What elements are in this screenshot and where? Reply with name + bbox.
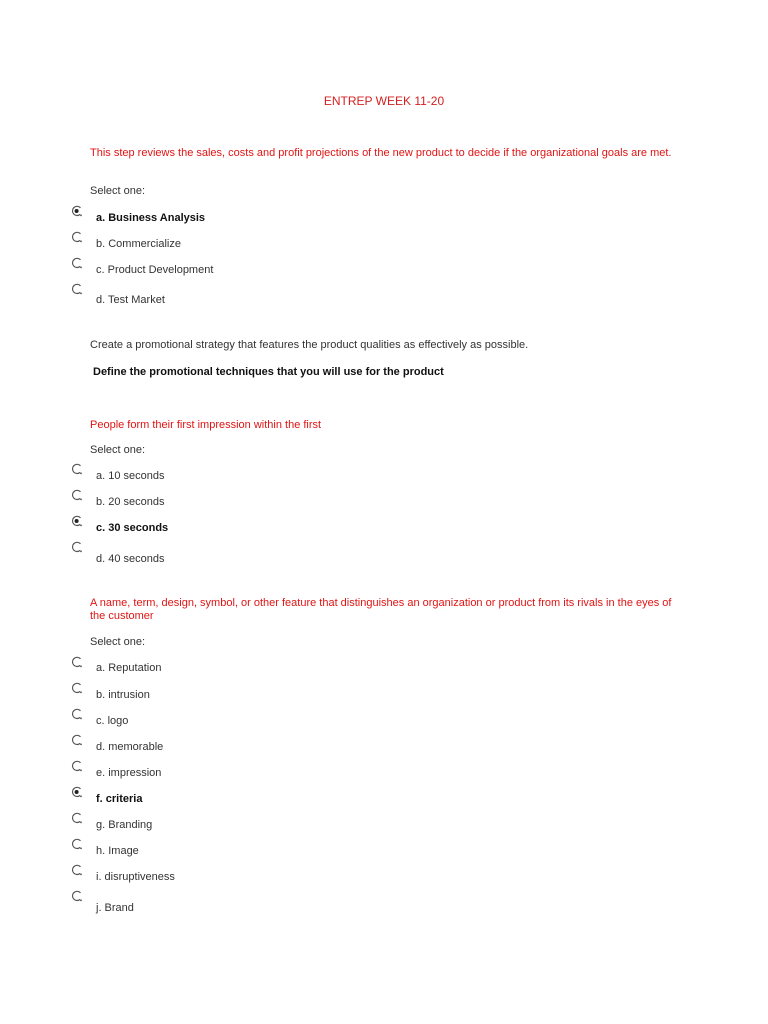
radio-button[interactable] — [71, 230, 83, 242]
question-2-select-label: Select one: — [90, 444, 146, 456]
question-3-option-label[interactable]: a. Reputation — [96, 662, 162, 674]
radio-button[interactable] — [71, 733, 83, 745]
question-2-option-label[interactable]: a. 10 seconds — [96, 470, 165, 482]
question-2-text: People form their first impression within the first — [90, 419, 322, 431]
radio-button[interactable] — [71, 282, 83, 294]
question-1-option-label[interactable]: a. Business Analysis — [96, 212, 206, 224]
radio-button[interactable] — [71, 837, 83, 849]
radio-button[interactable] — [71, 655, 83, 667]
radio-button[interactable] — [71, 863, 83, 875]
radio-button[interactable] — [71, 488, 83, 500]
question-3-option-label[interactable]: e. impression — [96, 767, 162, 779]
radio-button[interactable] — [71, 256, 83, 268]
page-title: ENTREP WEEK 11-20 — [323, 94, 445, 108]
question-3-option-label[interactable]: h. Image — [96, 845, 139, 857]
question-3-option-label[interactable]: g. Branding — [96, 819, 153, 831]
question-2-option-label[interactable]: b. 20 seconds — [96, 496, 165, 508]
radio-button[interactable] — [71, 759, 83, 771]
question-1-select-label: Select one: — [90, 185, 146, 197]
radio-button[interactable] — [71, 681, 83, 693]
radio-button[interactable] — [71, 707, 83, 719]
radio-button[interactable] — [71, 462, 83, 474]
question-1-text: This step reviews the sales, costs and profit projections of the new product to decide if the organizational goals are met. — [90, 147, 672, 159]
radio-button[interactable] — [71, 540, 83, 552]
question-3-option-label[interactable]: d. memorable — [96, 741, 164, 753]
task-prompt: Define the promotional techniques that you will use for the product — [93, 366, 444, 378]
radio-button[interactable] — [71, 811, 83, 823]
radio-button-selected[interactable] — [71, 204, 83, 216]
question-1-option-label[interactable]: d. Test Market — [96, 294, 165, 306]
question-3-option-label[interactable]: i. disruptiveness — [96, 871, 175, 883]
question-3-option-label[interactable]: c. logo — [96, 715, 129, 727]
radio-button-selected[interactable] — [71, 514, 83, 526]
question-3-option-label[interactable]: f. criteria — [96, 793, 143, 805]
question-3-select-label: Select one: — [90, 636, 146, 648]
task-instruction: Create a promotional strategy that features the product qualities as effectively as possible. — [90, 339, 529, 351]
question-2-option-label[interactable]: c. 30 seconds — [96, 522, 169, 534]
question-3-option-label[interactable]: b. intrusion — [96, 689, 150, 701]
question-2-option-label[interactable]: d. 40 seconds — [96, 553, 165, 565]
question-1-option-label[interactable]: b. Commercialize — [96, 238, 181, 250]
radio-button-selected[interactable] — [71, 785, 83, 797]
radio-button[interactable] — [71, 889, 83, 901]
question-1-option-label[interactable]: c. Product Development — [96, 264, 214, 276]
question-3-text: A name, term, design, symbol, or other feature that distinguishes an organization or product from its rivals in the eyes of the customer — [90, 597, 672, 622]
question-3-option-label[interactable]: j. Brand — [96, 902, 134, 914]
